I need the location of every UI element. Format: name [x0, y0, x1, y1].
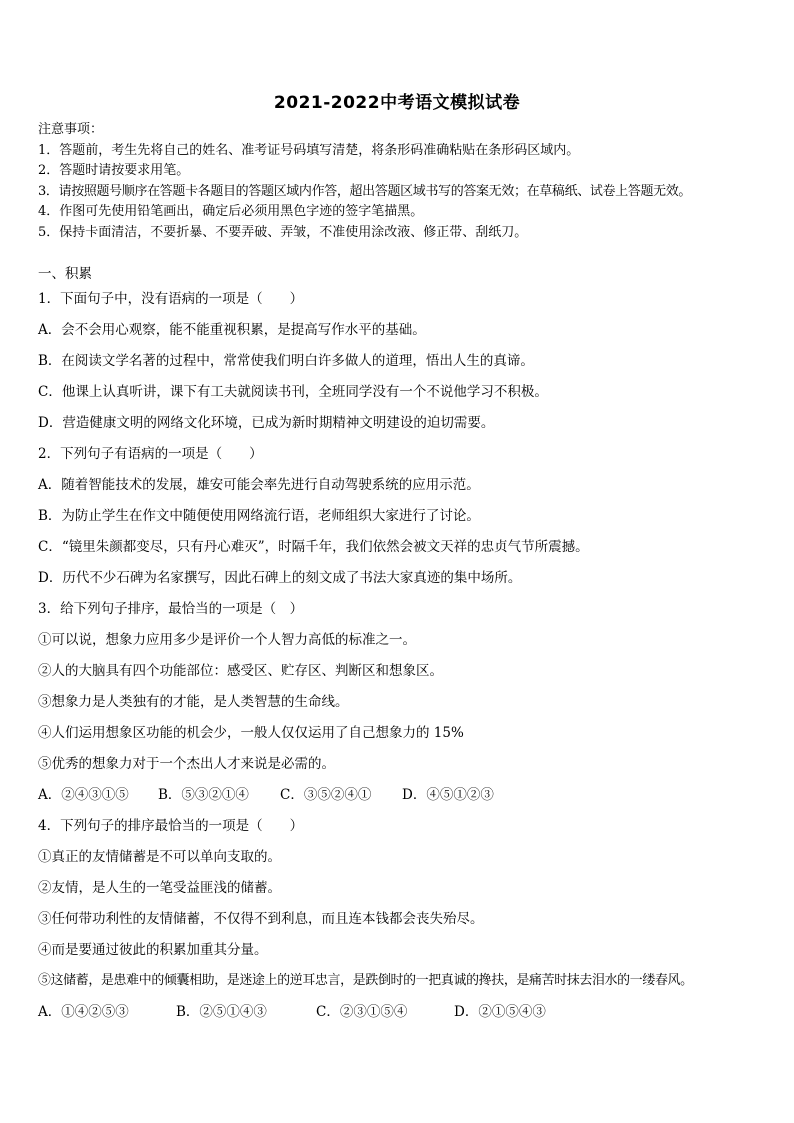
option-line: C．他课上认真听讲，课下有工夫就阅读书刊，全班同学没有一个不说他学习不积极。	[38, 384, 548, 400]
notice-item: 1．答题前，考生先将自己的姓名、准考证号码填写清楚，将条形码准确粘贴在条形码区域内。	[38, 142, 580, 158]
notice-item: 4．作图可先使用铅笔画出，确定后必须用黑色字迹的签字笔描黑。	[38, 204, 424, 219]
section-heading: 一、积累	[38, 266, 92, 282]
sentence-line: ②友情，是人生的一笔受益匪浅的储蓄。	[38, 880, 281, 896]
question-area	[38, 264, 778, 1033]
option-line: D．营造健康文明的网络文化环境，已成为新时期精神文明建设的迫切需要。	[38, 415, 495, 431]
option-line: B．为防止学生在作文中随便使用网络流行语，老师组织大家进行了讨论。	[38, 508, 480, 524]
answer-option-b: B．⑤③②①④	[158, 787, 249, 803]
option-line: A．随着智能技术的发展，雄安可能会率先进行自动驾驶系统的应用示范。	[38, 477, 480, 493]
sentence-line: ④人们运用想象区功能的机会少，一般人仅仅运用了自己想象力的 15%	[38, 725, 464, 741]
sentence-line: ⑤这储蓄，是患难中的倾囊相助，是迷途上的逆耳忠言，是跌倒时的一把真诚的搀扶，是痛苦时抹去泪水的一缕春风。	[38, 973, 693, 988]
answer-options	[38, 1002, 778, 1033]
answer-option-b: B．②⑤①④③	[176, 1004, 267, 1020]
question-stem: 4．下列句子的排序最恰当的一项是（ ）	[38, 818, 304, 834]
answer-option-c: C．②③①⑤④	[316, 1004, 408, 1020]
sentence-line: ⑤优秀的想象力对于一个杰出人才来说是必需的。	[38, 756, 335, 772]
answer-option-d: D．②①⑤④③	[454, 1004, 546, 1020]
sentence-line: ①可以说，想象力应用多少是评价一个人智力高低的标准之一。	[38, 632, 416, 648]
answer-option-a: A．②④③①⑤	[38, 787, 129, 803]
sentence-line: ④而是要通过彼此的积累加重其分量。	[38, 942, 268, 958]
sentence-line: ②人的大脑具有四个功能部位：感受区、贮存区、判断区和想象区。	[38, 663, 443, 679]
option-line: C．“镜里朱颜都变尽，只有丹心难灭”，时隔千年，我们依然会被文天祥的忠贞气节所震撼。	[38, 539, 589, 555]
answer-option-a: A．①④②⑤③	[38, 1004, 129, 1020]
sentence-line: ①真正的友情储蓄是不可以单向支取的。	[38, 849, 281, 865]
notice-heading: 注意事项：	[38, 122, 104, 137]
sentence-line: ③任何带功利性的友情储蓄，不仅得不到利息，而且连本钱都会丧失殆尽。	[38, 911, 484, 927]
option-line: D．历代不少石碑为名家撰写，因此石碑上的刻文成了书法大家真迹的集中场所。	[38, 570, 522, 586]
notice-item: 2．答题时请按要求用笔。	[38, 163, 190, 178]
sentence-line: ③想象力是人类独有的才能，是人类智慧的生命线。	[38, 694, 349, 710]
answer-option-c: C．③⑤②④①	[280, 787, 372, 803]
question-stem: 3．给下列句子排序，最恰当的一项是（ ）	[38, 601, 304, 617]
question-stem: 1．下面句子中，没有语病的一项是（ ）	[38, 291, 304, 307]
answer-option-d: D．④⑤①②③	[402, 787, 494, 803]
exam-title: 2021-2022中考语文模拟试卷	[273, 93, 521, 113]
notice-item: 3．请按照题号顺序在答题卡各题目的答题区域内作答，超出答题区域书写的答案无效；在草稿纸、试卷上答题无效。	[38, 183, 692, 199]
answer-options	[38, 785, 778, 816]
option-line: B．在阅读文学名著的过程中，常常使我们明白许多做人的道理，悟出人生的真谛。	[38, 353, 534, 369]
option-line: A．会不会用心观察，能不能重视积累，是提高写作水平的基础。	[38, 322, 426, 338]
question-stem: 2．下列句子有语病的一项是（ ）	[38, 446, 263, 462]
notice-block	[38, 120, 768, 243]
notice-item: 5．保持卡面清洁，不要折暴、不要弄破、弄皱，不准使用涂改液、修正带、刮纸刀。	[38, 224, 528, 240]
